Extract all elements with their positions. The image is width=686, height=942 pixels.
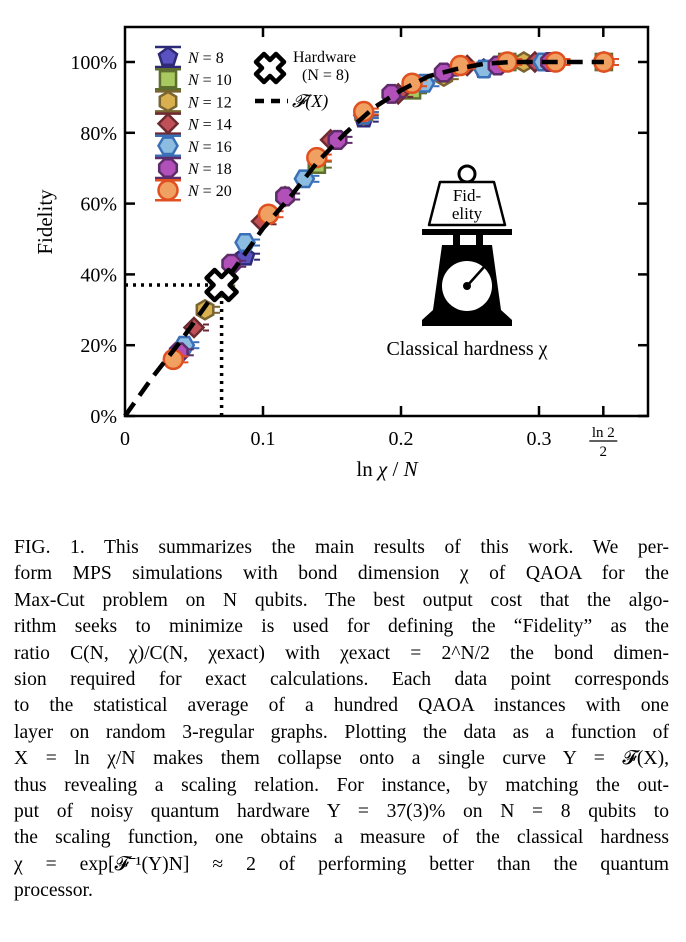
caption-line: form MPS simulations with bond dimension χ of QAOA for the [14, 563, 669, 585]
scale-plate [422, 229, 512, 235]
x-tick-label: 0 [120, 428, 130, 450]
marker-hexagon-flat [159, 138, 178, 154]
weight-label-line1: Fid- [452, 186, 482, 205]
x-tick-label-ln2-numerator: ln 2 [591, 425, 615, 441]
scale-post-right [476, 235, 483, 245]
caption-line: ratio C(N, χ)/C(N, χexact) with χexact = 2^N/2 the bond dimen- [14, 642, 669, 664]
x-axis-label-ln: ln [356, 457, 378, 481]
caption-line: layer on random 3-regular graphs. Plotting the data as a function of [14, 721, 669, 743]
hardware-legend-icon [256, 54, 284, 82]
series-n14 [185, 53, 619, 338]
y-tick-label: 100% [70, 52, 117, 74]
inset-caption: Classical hardness χ [386, 338, 548, 360]
marker-circle [159, 181, 178, 200]
caption-line: sion required for exact calculations. Each data point corresponds [14, 669, 669, 691]
caption-line: processor. [14, 880, 93, 902]
legend-item [155, 136, 232, 156]
caption-line: the scaling function, one obtains a measure of the classical hardness [14, 827, 669, 849]
legend-label: N = 16 [188, 138, 232, 156]
y-tick-label: 60% [80, 193, 117, 216]
x-tick-label: 0.1 [250, 428, 276, 450]
x-tick-label: 0.2 [388, 428, 414, 450]
x-tick-label: 0.3 [526, 428, 552, 450]
y-tick-label: 20% [80, 335, 117, 358]
marker-square [160, 71, 176, 87]
x-tick-label-ln2-denominator: 2 [599, 444, 608, 460]
legend-item [155, 91, 232, 111]
figure-caption [14, 535, 669, 905]
x-axis-label-chi: χ [377, 457, 388, 481]
marker-hexagon [160, 92, 176, 111]
marker-pentagon [159, 48, 177, 65]
hardware-legend-label: Hardware [293, 49, 357, 66]
legend-label: N = 10 [188, 72, 232, 90]
legend-label: N = 12 [188, 94, 232, 112]
caption-line: Max-Cut problem on N qubits. The best output cost that the algo- [14, 589, 669, 611]
caption-line: thus revealing a scaling relation. For instance, by matching the out- [14, 774, 669, 796]
caption-line: FIG. 1. This summarizes the main results of this work. We per- [14, 537, 669, 558]
marker-diamond [159, 114, 178, 133]
legend-item [155, 47, 224, 67]
caption-line: X = ln χ/N makes them collapse onto a single curve Y = 𝓕(X), [14, 748, 669, 770]
caption-line: χ = exp[𝓕⁻¹(Y)N] ≈ 2 of performing better than the quantum [14, 853, 669, 875]
series-n18 [170, 53, 619, 361]
curve-legend-label: 𝓕(X) [292, 91, 329, 111]
weight-label-line2: elity [451, 204, 483, 223]
weight-ring-icon [459, 166, 475, 182]
hardware-marker [207, 270, 237, 300]
y-tick-label: 80% [80, 122, 117, 145]
legend-label: N = 18 [188, 161, 232, 178]
scale-post-left [453, 235, 460, 245]
legend-label: N = 14 [188, 116, 232, 134]
scale-icon [386, 166, 547, 360]
legend-item [155, 114, 232, 134]
y-tick-label: 40% [80, 264, 117, 287]
legend-label: N = 8 [188, 50, 224, 67]
y-tick-label: 0% [90, 406, 117, 428]
legend-item [155, 180, 232, 200]
scaling-curve [125, 62, 604, 416]
x-axis-ticks [120, 27, 617, 460]
y-axis-label: Fidelity [33, 189, 57, 255]
hardware-legend-sublabel: (N = 8) [302, 67, 350, 84]
legend-item [155, 158, 232, 178]
marker-octagon [159, 159, 177, 177]
caption-line: to the statistical average of a hundred QAOA instances with one [14, 695, 669, 717]
data-points [164, 53, 619, 369]
legend-label: N = 20 [188, 183, 232, 201]
legend-item [155, 69, 232, 89]
x-axis-label [356, 457, 418, 481]
x-axis-label-n: N [403, 457, 418, 481]
x-axis-label-slash: / [387, 457, 404, 481]
legend-hardware-curve [255, 49, 356, 112]
legend [155, 47, 232, 200]
hardware-x-icon [207, 270, 237, 300]
caption-line: rithm seeks to minimize is used for defining the “Fidelity” as the [14, 616, 669, 638]
caption-line: put of noisy quantum hardware Y = 37(3)% on N = 8 qubits to [14, 801, 669, 823]
